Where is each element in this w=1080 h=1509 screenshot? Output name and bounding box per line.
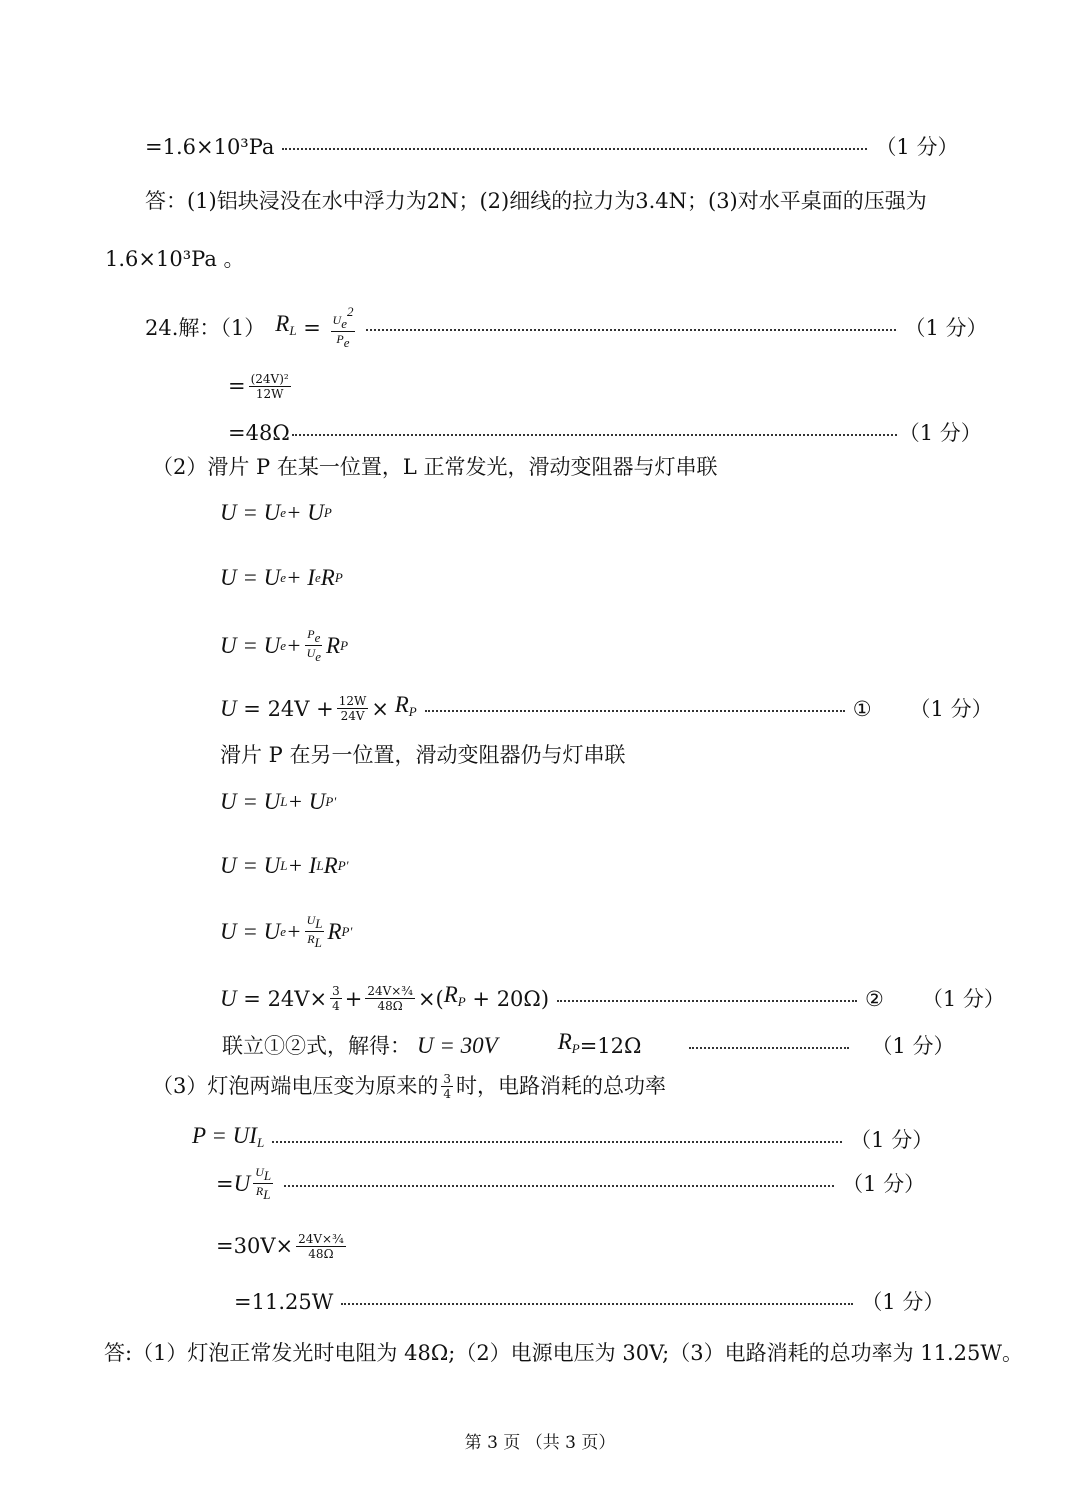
q24-resistance-result — [228, 418, 982, 448]
score: （1 分） — [861, 1290, 945, 1314]
part3-heading — [152, 1071, 666, 1101]
power-eq-3 — [216, 1231, 349, 1261]
score: （1 分） — [871, 1033, 955, 1058]
answer-23-text: 答：(1)铝块浸没在水中浮力为2N；(2)细线的拉力为3.4N；(3)对水平桌面的压强为 — [145, 189, 927, 213]
rp-result: =12Ω — [579, 1033, 642, 1058]
part3-text-b: 时，电路消耗的总功率 — [456, 1074, 667, 1098]
eq-4: U = 24V + $\frac{12W}{24V}$ × $R_P$ ① （1 分） — [220, 692, 993, 723]
fraction: $\frac{\text{24V×¾}}{48\Omega}$ — [367, 984, 413, 1013]
answer-23-line2 — [105, 244, 245, 274]
dotted-leader — [689, 1047, 849, 1049]
fraction: $\frac{U_L}{R_L}$ — [255, 1165, 272, 1202]
q24-part1-formula: 24.解：（1） $R_L$ = $\frac{U_e^2}{P_e}$ （1 分） — [145, 304, 988, 350]
fraction: $\frac{U_e^2}{P_e}$ — [332, 304, 354, 350]
final-answer-text: 答:（1）灯泡正常发光时电阻为 48Ω;（2）电源电压为 30V;（3）电路消耗的总功率为 11.25W。 — [104, 1341, 1023, 1365]
score: （1 分） — [921, 986, 1005, 1011]
solve-line: 联立①②式，解得： U = 30V $R_P$ =12Ω （1 分） — [222, 1027, 954, 1064]
power-eq-2: = U $\frac{U_L}{R_L}$ （1 分） — [216, 1165, 926, 1202]
equation-number: ① — [852, 696, 872, 721]
fraction: $\frac{\text{(24V)²}}{12W}$ — [250, 371, 289, 401]
eq-7: U = U e + $\frac{U_L}{R_L}$ R P ' — [220, 913, 353, 950]
q24-label: 24.解：（1） — [145, 315, 266, 340]
power-result-line — [234, 1287, 944, 1317]
answer-23-line1 — [145, 186, 927, 216]
resistance-result: =48Ω — [228, 421, 290, 445]
fraction: $\frac{U_L}{R_L}$ — [306, 913, 323, 950]
page-footer: 第 3 页 （共 3 页） — [464, 1433, 616, 1453]
score: （1 分） — [909, 696, 993, 721]
power-sub: =30V× — [216, 1234, 294, 1258]
part2-heading — [152, 452, 717, 482]
fraction: $\frac{3}{4}$ — [332, 984, 340, 1013]
part2-mid: 滑片 P 在另一位置，滑动变阻器仍与灯串联 — [220, 743, 626, 767]
dotted-leader — [284, 1185, 834, 1187]
fraction: $\frac{\text{24V×¾}}{48\Omega}$ — [298, 1231, 344, 1261]
dotted-leader — [292, 434, 897, 436]
dotted-leader — [341, 1303, 853, 1305]
fraction: $\frac{3}{4}$ — [443, 1071, 452, 1101]
eq-5: U = U L + U P ' — [220, 789, 337, 814]
fraction: $\frac{12W}{24V}$ — [338, 694, 367, 723]
power-eq-1: $P = UI_L$ （1 分） — [192, 1121, 933, 1158]
score: （1 分） — [898, 421, 982, 445]
power-result: =11.25W — [234, 1290, 334, 1314]
part2-text: （2）滑片 P 在某一位置，L 正常发光，滑动变阻器与灯串联 — [152, 455, 718, 479]
fraction: $\frac{P_e}{U_e}$ — [306, 627, 322, 664]
dotted-leader — [425, 710, 845, 712]
q24-step-sub: = $\frac{\text{(24V)²}}{12W}$ — [228, 371, 289, 401]
final-answer — [104, 1338, 1023, 1368]
score: （1 分） — [850, 1127, 934, 1152]
eq-8: U = 24V× $\frac{3}{4}$ + $\frac{\text{24V×¾}}{48\Omega}$ ×( $R_P$ + 20Ω) ② （1 分） — [220, 982, 1005, 1013]
answer-23-text-cont: 1.6×10³Pa 。 — [105, 247, 245, 271]
eq-2: U = U e + I e R P — [220, 565, 343, 590]
part3-text-a: （3）灯泡两端电压变为原来的 — [152, 1074, 439, 1098]
pressure-result: =1.6×10³Pa — [145, 135, 275, 159]
eq-1: U = U e + U P — [220, 500, 332, 525]
solve-text: 联立①②式，解得： — [222, 1033, 411, 1058]
score: （1 分） — [904, 315, 988, 340]
dotted-leader — [557, 1000, 857, 1002]
pressure-result-line — [145, 132, 958, 162]
eq-6: U = U L + I L R P ' — [220, 853, 349, 878]
score: （1 分） — [875, 135, 959, 159]
dotted-leader — [272, 1141, 842, 1143]
eq-3: U = U e + $\frac{P_e}{U_e}$ R P — [220, 627, 349, 664]
part2-mid-text — [220, 740, 625, 770]
equation-number: ② — [865, 986, 884, 1011]
voltage-result: U = 30V — [417, 1032, 498, 1058]
dotted-leader — [282, 148, 867, 150]
dotted-leader — [366, 329, 896, 331]
score: （1 分） — [842, 1171, 926, 1196]
